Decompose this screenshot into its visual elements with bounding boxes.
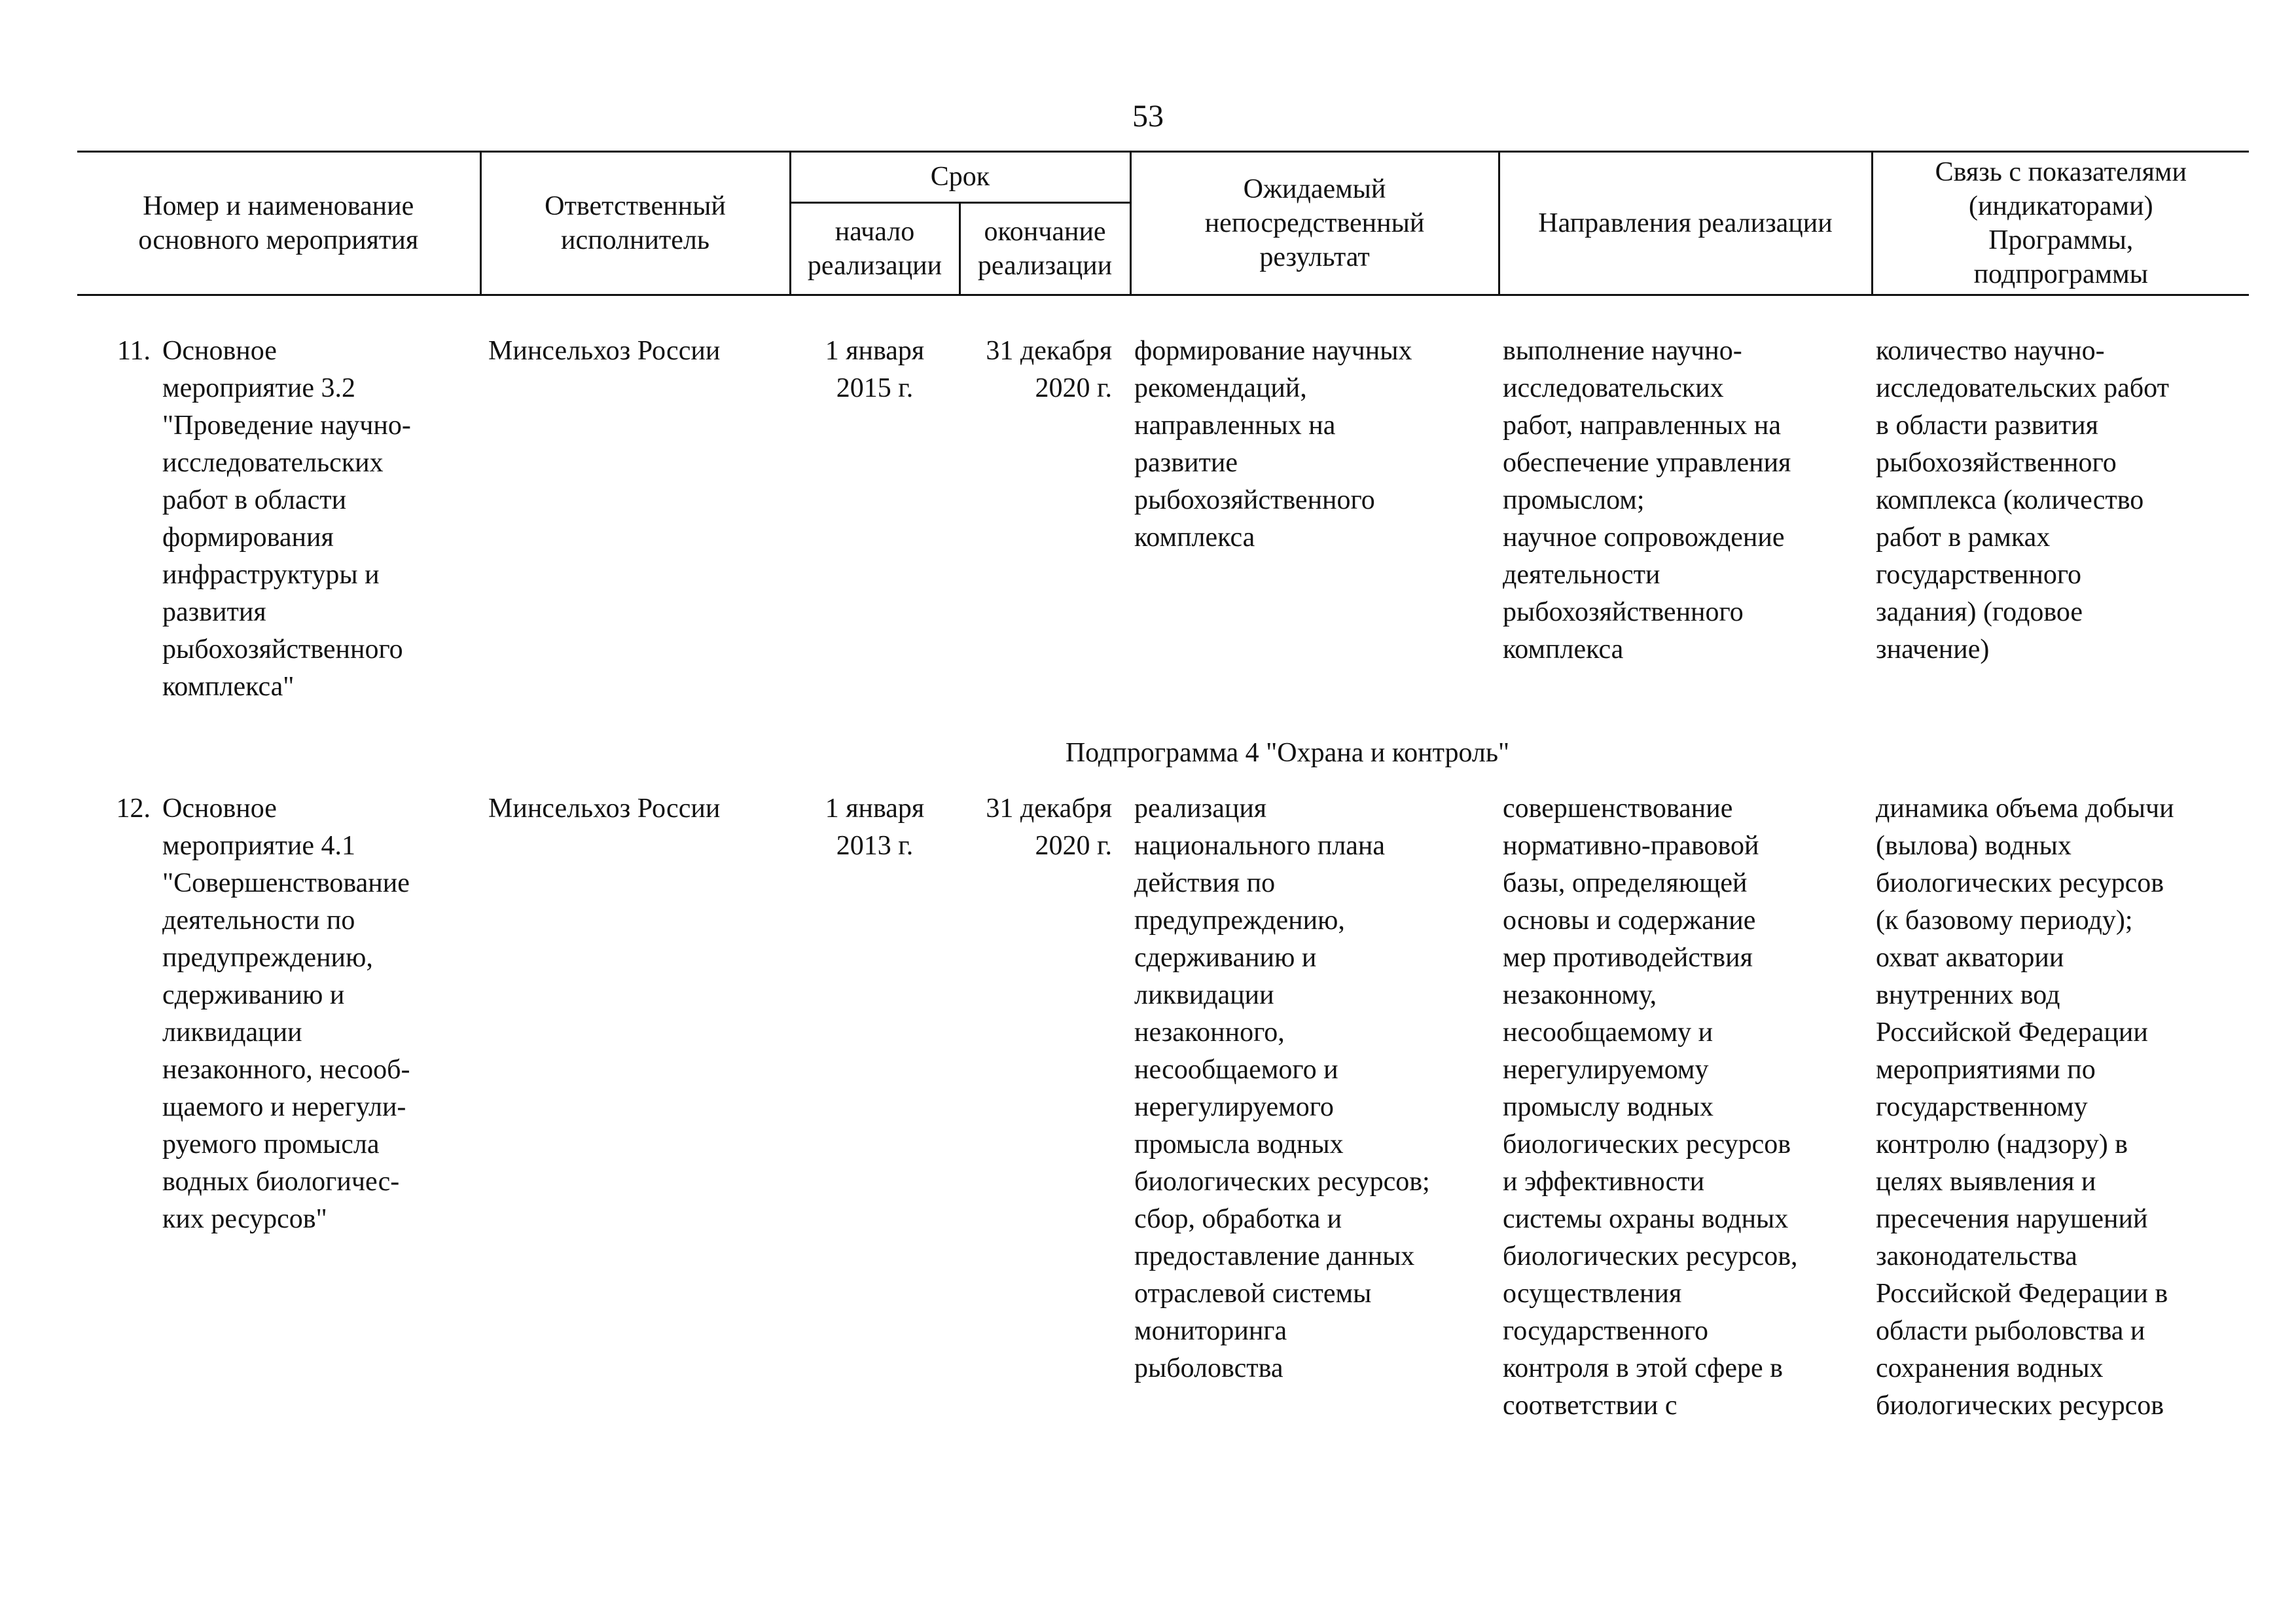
- text-line: реализация: [1134, 793, 1267, 824]
- text-line: Ответственный: [545, 191, 726, 221]
- text-line: Программы,: [1988, 225, 2134, 255]
- row-number: 11.: [117, 336, 151, 366]
- measure-name: [77, 790, 480, 1425]
- text-line: ликвидации: [162, 1017, 302, 1048]
- subprogram-row: [77, 706, 2249, 790]
- text-line: количество научно-: [1876, 336, 2105, 366]
- table-row-12: [77, 790, 2249, 1425]
- header-term: Срок: [790, 152, 1130, 203]
- text-line: щаемого и нерегули-: [162, 1092, 406, 1122]
- text-line: значение): [1876, 634, 1990, 665]
- text-line: биологических ресурсов: [1876, 1391, 2164, 1421]
- directions: [1499, 333, 1872, 706]
- indicators: [1872, 790, 2249, 1425]
- text-line: окончание: [984, 216, 1106, 247]
- text-line: совершенствование: [1503, 793, 1733, 824]
- text-line: исследовательских: [162, 448, 384, 478]
- text-line: (вылова) водных: [1876, 831, 2072, 861]
- header-indicators: [1872, 152, 2249, 295]
- text-line: (индикаторами): [1968, 191, 2153, 221]
- text-line: мероприятие 4.1: [162, 831, 355, 861]
- text-line: нормативно-правовой: [1503, 831, 1759, 861]
- text-line: ких ресурсов": [162, 1204, 327, 1234]
- text-line: биологических ресурсов: [1503, 1129, 1791, 1159]
- text-line: комплекса (количество: [1876, 485, 2144, 515]
- table-row-11: [77, 333, 2249, 706]
- text-line: действия по: [1134, 868, 1276, 898]
- text-line: сохранения водных: [1876, 1353, 2104, 1383]
- text-line: рыбохозяйственного: [162, 634, 403, 665]
- text-line: рекомендаций,: [1134, 373, 1307, 403]
- text-line: мероприятие 3.2: [162, 373, 355, 403]
- text-line: реализации: [807, 250, 942, 281]
- text-line: основного мероприятия: [138, 225, 419, 255]
- row-number: 12.: [116, 793, 151, 824]
- text-line: направленных на: [1134, 410, 1336, 441]
- text-line: водных биологичес-: [162, 1167, 400, 1197]
- text-line: динамика объема добычи: [1876, 793, 2174, 824]
- text-line: предоставление данных: [1134, 1241, 1415, 1271]
- text-line: 2013 г.: [836, 831, 914, 861]
- header-name: [77, 152, 480, 295]
- text-line: руемого промысла: [162, 1129, 380, 1159]
- expected-result: [1130, 790, 1499, 1425]
- text-line: государственному: [1876, 1092, 2088, 1122]
- text-line: и эффективности: [1503, 1167, 1705, 1197]
- text-line: несообщаемого и: [1134, 1055, 1338, 1085]
- text-line: незаконного,: [1134, 1017, 1285, 1048]
- text-line: ликвидации: [1134, 980, 1274, 1010]
- subprogram-title: Подпрограмма 4 "Охрана и контроль": [1065, 738, 1510, 768]
- executor: Минсельхоз России: [488, 793, 721, 824]
- text-line: формирование научных: [1134, 336, 1412, 366]
- text-line: работ, направленных на: [1503, 410, 1782, 441]
- text-line: национального плана: [1134, 831, 1386, 861]
- text-line: рыбохозяйственного: [1503, 597, 1744, 627]
- text-line: промыслу водных: [1503, 1092, 1713, 1122]
- text-line: рыболовства: [1134, 1353, 1283, 1383]
- header-executor: [480, 152, 790, 295]
- text-line: работ в области: [162, 485, 347, 515]
- text-line: пресечения нарушений: [1876, 1204, 2148, 1234]
- text-line: промыслом;: [1503, 485, 1645, 515]
- text-line: сдерживанию и: [1134, 943, 1317, 973]
- text-line: предупреждению,: [1134, 905, 1345, 936]
- text-line: незаконного, несооб-: [162, 1055, 410, 1085]
- text-line: 31 декабря: [986, 793, 1113, 824]
- header-end: [960, 202, 1130, 295]
- text-line: (к базовому периоду);: [1876, 905, 2133, 936]
- text-line: инфраструктуры и: [162, 560, 380, 590]
- indicators: [1872, 333, 2249, 706]
- text-line: контролю (надзору) в: [1876, 1129, 2128, 1159]
- text-line: Ожидаемый: [1243, 174, 1386, 204]
- text-line: обеспечение управления: [1503, 448, 1791, 478]
- text-line: результат: [1259, 242, 1370, 272]
- text-line: подпрограммы: [1973, 259, 2148, 289]
- text-line: области рыболовства и: [1876, 1316, 2145, 1346]
- text-line: задания) (годовое: [1876, 597, 2083, 627]
- text-line: мониторинга: [1134, 1316, 1287, 1346]
- text-line: государственного: [1503, 1316, 1709, 1346]
- text-line: 2020 г.: [1035, 373, 1113, 403]
- text-line: незаконному,: [1503, 980, 1657, 1010]
- end-date: [960, 790, 1130, 1425]
- text-line: внутренних вод: [1876, 980, 2060, 1010]
- text-line: исследовательских работ: [1876, 373, 2169, 403]
- header-directions: Направления реализации: [1499, 152, 1872, 295]
- text-line: государственного: [1876, 560, 2082, 590]
- text-line: исполнитель: [560, 225, 710, 255]
- text-line: 1 января: [825, 793, 925, 824]
- text-line: развитие: [1134, 448, 1238, 478]
- text-line: "Проведение научно-: [162, 410, 411, 441]
- text-line: системы охраны водных: [1503, 1204, 1789, 1234]
- text-line: Российской Федерации: [1876, 1017, 2148, 1048]
- page-number: 53: [1132, 99, 1164, 134]
- measure-name: [77, 333, 480, 706]
- text-line: начало: [834, 216, 915, 247]
- text-line: 2020 г.: [1035, 831, 1113, 861]
- text-line: 1 января: [825, 336, 925, 366]
- start-date: [790, 790, 960, 1425]
- text-line: биологических ресурсов: [1876, 868, 2164, 898]
- start-date: [790, 333, 960, 706]
- text-line: Номер и наименование: [143, 191, 414, 221]
- text-line: "Совершенствование: [162, 868, 410, 898]
- expected-result: [1130, 333, 1499, 706]
- text-line: нерегулируемому: [1503, 1055, 1709, 1085]
- text-line: исследовательских: [1503, 373, 1724, 403]
- executor: Минсельхоз России: [488, 336, 721, 366]
- header-result: [1130, 152, 1499, 295]
- text-line: нерегулируемого: [1134, 1092, 1334, 1122]
- text-line: комплекса": [162, 672, 295, 702]
- text-line: контроля в этой сфере в: [1503, 1353, 1783, 1383]
- text-line: мер противодействия: [1503, 943, 1753, 973]
- text-line: комплекса: [1134, 522, 1255, 553]
- text-line: основы и содержание: [1503, 905, 1756, 936]
- text-line: реализации: [977, 250, 1113, 281]
- directions: [1499, 790, 1872, 1425]
- text-line: биологических ресурсов;: [1134, 1167, 1430, 1197]
- text-line: Основное: [162, 336, 277, 366]
- measures-table: [77, 151, 2249, 1425]
- end-date: [960, 333, 1130, 706]
- text-line: деятельности: [1503, 560, 1660, 590]
- text-line: развития: [162, 597, 266, 627]
- text-line: целях выявления и: [1876, 1167, 2096, 1197]
- text-line: сдерживанию и: [162, 980, 345, 1010]
- text-line: 2015 г.: [836, 373, 914, 403]
- header-start: [790, 202, 960, 295]
- text-line: работ в рамках: [1876, 522, 2051, 553]
- text-line: предупреждению,: [162, 943, 373, 973]
- text-line: соответствии с: [1503, 1391, 1677, 1421]
- text-line: базы, определяющей: [1503, 868, 1748, 898]
- text-line: осуществления: [1503, 1279, 1682, 1309]
- text-line: Основное: [162, 793, 277, 824]
- text-line: формирования: [162, 522, 334, 553]
- text-line: рыбохозяйственного: [1876, 448, 2117, 478]
- text-line: Связь с показателями: [1935, 157, 2187, 187]
- text-line: в области развития: [1876, 410, 2098, 441]
- text-line: мероприятиями по: [1876, 1055, 2096, 1085]
- text-line: выполнение научно-: [1503, 336, 1742, 366]
- text-line: законодательства: [1876, 1241, 2077, 1271]
- text-line: несообщаемому и: [1503, 1017, 1713, 1048]
- text-line: комплекса: [1503, 634, 1624, 665]
- text-line: 31 декабря: [986, 336, 1113, 366]
- text-line: биологических ресурсов,: [1503, 1241, 1798, 1271]
- text-line: отраслевой системы: [1134, 1279, 1372, 1309]
- text-line: деятельности по: [162, 905, 355, 936]
- text-line: рыбохозяйственного: [1134, 485, 1375, 515]
- text-line: охват акватории: [1876, 943, 2064, 973]
- text-line: промысла водных: [1134, 1129, 1344, 1159]
- text-line: Российской Федерации в: [1876, 1279, 2168, 1309]
- text-line: непосредственный: [1204, 208, 1425, 238]
- text-line: сбор, обработка и: [1134, 1204, 1342, 1234]
- text-line: научное сопровождение: [1503, 522, 1785, 553]
